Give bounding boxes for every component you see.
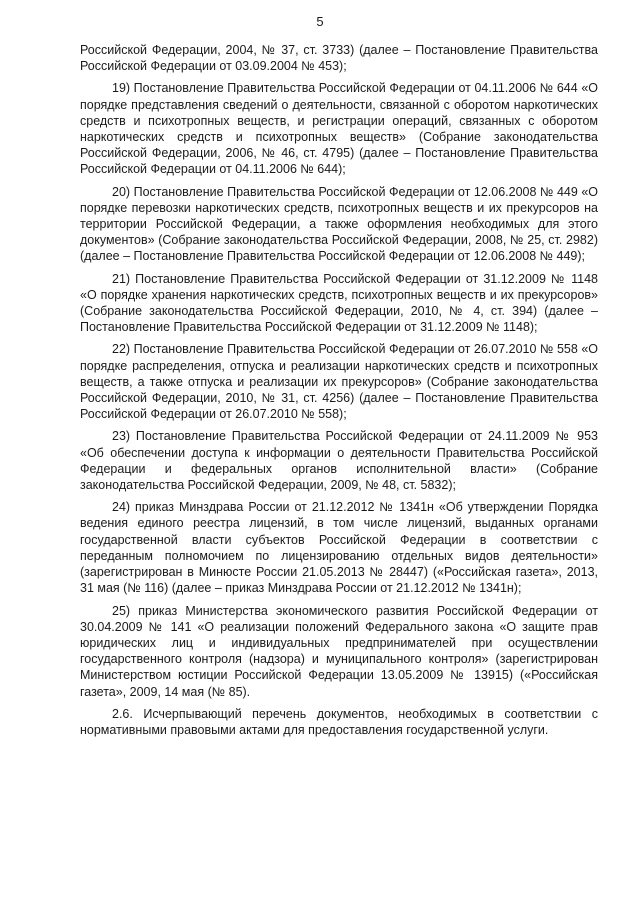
document-body [80, 42, 598, 744]
list-item-22: 22) Постановление Правительства Российской Федерации от 26.07.2010 № 558 «О порядке распределения, отпуска и реализации наркотических средств и психотропных веществ, а также отпуска и реализации их прекурсоров» (Собрание законодательства Российской Федерации, 2010, № 31, ст. 4256) (далее – Постановление Правительства Российской Федерации от 26.07.2010 № 558); [80, 342, 598, 422]
section-2-6: 2.6. Исчерпывающий перечень документов, необходимых в соответствии с нормативными правовыми актами для предоставления государственной услуги. [80, 706, 598, 737]
page-number: 5 [316, 14, 324, 29]
list-item-19: 19) Постановление Правительства Российской Федерации от 04.11.2006 № 644 «О порядке представления сведений о деятельности, связанной с оборотом наркотических средств и психотропных веществ, и регистрации операций, связанных с оборотом наркотических средств и психотропных веществ» (Собрание законодательства Российской Федерации, 2006, № 46, ст. 4795) (далее – Постановление Правительства Российской Федерации от 04.11.2006 № 644); [80, 81, 598, 177]
list-item-21: 21) Постановление Правительства Российской Федерации от 31.12.2009 № 1148 «О порядке хранения наркотических средств, психотропных веществ и их прекурсоров» (Собрание законодательства Российской Федерации, 2010, № 4, ст. 394) (далее – Постановление Правительства Российской Федерации от 31.12.2009 № 1148); [80, 271, 598, 335]
list-item-25: 25) приказ Министерства экономического развития Российской Федерации от 30.04.2009 № 141 «О реализации положений Федерального закона «О защите прав юридических лиц и индивидуальных предпринимателей при осуществлении государственного контроля (надзора) и муниципального контроля» (зарегистрирован Министерством юстиции Российской Федерации 13.05.2009 № 13915) («Российская газета», 2009, 14 мая (№ 85). [80, 603, 598, 699]
list-item-24: 24) приказ Минздрава России от 21.12.2012 № 1341н «Об утверждении Порядка ведения единого реестра лицензий, в том числе лицензий, выданных органами государственной власти субъектов Российской Федерации в соответствии с переданным полномочием по лицензированию отдельных видов деятельности» (зарегистрирован в Минюсте России 21.05.2013 № 28447) («Российская газета», 2013, 31 мая (№ 116) (далее – приказ Минздрава России от 21.12.2012 № 1341н); [80, 500, 598, 596]
list-item-23: 23) Постановление Правительства Российской Федерации от 24.11.2009 № 953 «Об обеспечении доступа к информации о деятельности Правительства Российской Федерации и федеральных органов исполнительной власти» (Собрание законодательства Российской Федерации, 2009, № 48, ст. 5832); [80, 429, 598, 493]
paragraph-continuation: Российской Федерации, 2004, № 37, ст. 3733) (далее – Постановление Правительства Российской Федерации от 03.09.2004 № 453); [80, 43, 598, 74]
list-item-20: 20) Постановление Правительства Российской Федерации от 12.06.2008 № 449 «О порядке перевозки наркотических средств, психотропных веществ и их прекурсоров на территории Российской Федерации, а также оформления необходимых для этого документов» (Собрание законодательства Российской Федерации, 2008, № 25, ст. 2982) (далее – Постановление Правительства Российской Федерации от 12.06.2008 № 449); [80, 184, 598, 264]
